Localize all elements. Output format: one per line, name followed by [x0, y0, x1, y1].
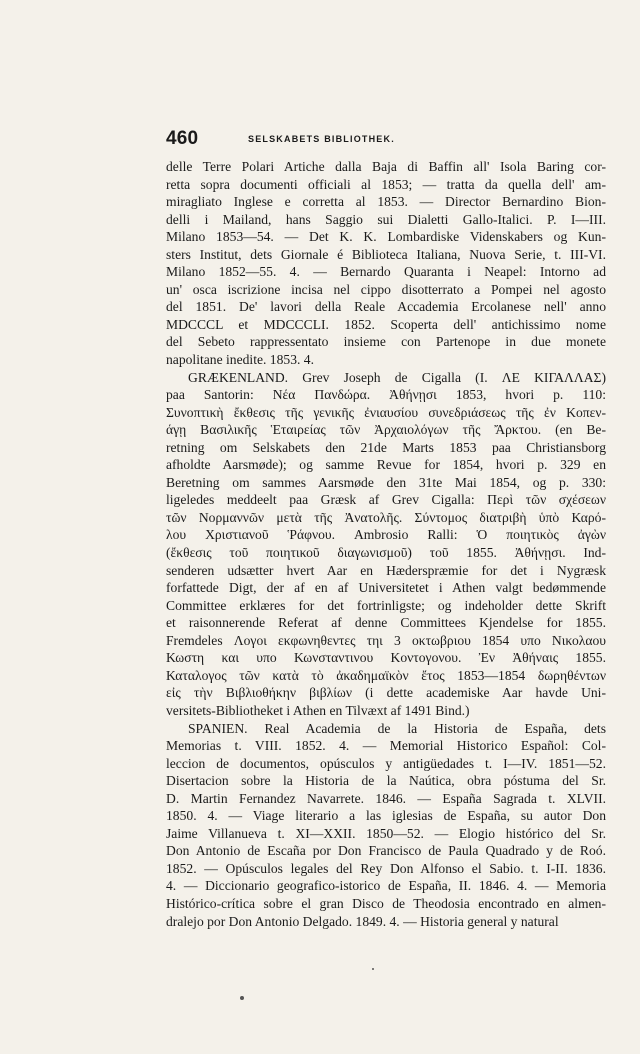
running-head: SELSKABETS BIBLIOTHEK.: [248, 134, 395, 144]
text-line: (ἔκθεσις τοῦ ποιητικοῦ διαγωνισμοῦ) τοῦ 1855. Ἀθήνῃσι. Ind-: [166, 545, 606, 561]
ink-speck: [372, 968, 374, 970]
text-line: del 1851. De' lavori della Reale Accademia Ercolanese nell' anno: [166, 299, 606, 315]
text-line: 1852. — Opúsculos legales del Rey Don Alfonso el Sabio. t. I-II. 1836.: [166, 860, 606, 876]
text-line: εἰς τὴν Βιβλιοθήκην βιβλίων (i dette academiske Aar havde Uni-: [166, 685, 606, 701]
text-line: leccion de documentos, opúsculos y antigüedades t. I—IV. 1851—52.: [166, 755, 606, 771]
page-number: 460: [166, 128, 199, 149]
text-line: Milano 1853—54. — Det K. K. Lombardiske Videnskabers og Kun-: [166, 229, 606, 245]
text-line: et raisonnerende Referat af denne Committees Kjendelse for 1855.: [166, 615, 606, 631]
text-line: versitets-Bibliotheket i Athen en Tilvæxt af 1491 Bind.): [166, 702, 470, 718]
text-line: retta sopra documenti officiali al 1853; — tratta da quella dell' am-: [166, 176, 606, 192]
text-line: Κωστη και υπο Κωνσταντινου Κοντογονου. Ἐν Ἀθήναις 1855.: [166, 650, 606, 666]
text-line: Jaime Villanueva t. XI—XXII. 1850—52. — Elogio histórico del Sr.: [166, 825, 606, 841]
text-line: dralejo por Don Antonio Delgado. 1849. 4. — Historia general y natural: [166, 913, 559, 929]
text-line: Committee erklæres for det fortrinligste; og indeholder dette Skrift: [166, 597, 606, 613]
text-line: retning om Selskabets den 21de Marts 1853 paa Christiansborg: [166, 439, 606, 455]
text-line: Don Antonio de Escaña por Don Francisco de Paula Quadrado y de Roó.: [166, 843, 606, 859]
text-line: sters Institut, dets Giornale é Biblioteca Italiana, Nuova Serie, t. III-VI.: [166, 246, 606, 262]
text-line: λου Χριστιανοῦ Ῥάφνου. Ambrosio Ralli: Ὁ ποιητικὸς ἀγὼν: [166, 527, 606, 543]
text-line: miragliato Inglese e corretta al 1853. — Director Bernardino Bion-: [166, 194, 606, 210]
text-line: άγῃ Βασιλικῆς Ἑταιρείας τῶν Ἀρχαιολόγων τῆς Ἄρκτου. (en Be-: [166, 422, 606, 438]
text-line: Milano 1852—55. 4. — Bernardo Quaranta i Neapel: Intorno ad: [166, 264, 606, 280]
text-line: delli i Mailand, hans Saggio sui Dialetti Gallo-Italici. P. I—III.: [166, 211, 606, 227]
text-line: afholdte Aarsmøde); og samme Revue for 1854, hvori p. 329 en: [166, 457, 606, 473]
text-line: Συνοπτικὴ ἔκθεσις τῆς γενικῆς ἐνιαυσίου συνεδριάσεως τῆς ἐν Κοπεν-: [166, 404, 606, 420]
text-line: 1850. 4. — Viage literario a las iglesias de España, su autor Don: [166, 808, 606, 824]
text-line: 4. — Diccionario geografico-istorico de España, II. 1846. 4. — Memoria: [166, 878, 606, 894]
ink-speck: [240, 996, 244, 1000]
text-line: Beretning om sammes Aarsmøde den 31te Mai 1854, og p. 330:: [166, 474, 606, 490]
page-header: [166, 128, 466, 152]
text-line: Fremdeles Λογοι εκφωνηθεντες τηι 3 οκτωβριου 1854 υπο Νικολαου: [166, 632, 606, 648]
text-line: senderen udsætter hvert Aar en Hæderspræmie for det i Nygræsk: [166, 562, 606, 578]
text-line: napolitane inedite. 1853. 4.: [166, 352, 314, 368]
text-line: MDCCCL et MDCCCLI. 1852. Scoperta dell' antichissimo nome: [166, 316, 606, 332]
text-line: τῶν Νορμαννῶν μετὰ τῆς Ἀνατολῆς. Σύντομος διατριβὴ ὑπὸ Καρό-: [166, 509, 606, 525]
text-line: Histórico-crítica sobre el gran Disco de Theodosia encontrado en almen-: [166, 895, 606, 911]
text-line: delle Terre Polari Artiche dalla Baja di Baffin all' Isola Baring cor-: [166, 159, 606, 174]
text-line: paa Santorin: Νέα Πανδώρα. Ἀθήνῃσι 1853, hvori p. 110:: [166, 387, 606, 403]
text-line: D. Martin Fernandez Navarrete. 1846. — España Sagrada t. XLVII.: [166, 790, 606, 806]
text-line: Καταλογος τῶν κατὰ τὸ ἀκαδημαϊκὸν ἔτος 1853—1854 δωρηθέντων: [166, 667, 606, 683]
text-line: Memorias t. VIII. 1852. 4. — Memorial Historico Español: Col-: [166, 738, 606, 754]
body-text: [166, 158, 606, 930]
text-line: un' osca iscrizione incisa nel cippo disotterrato a Pompei nel agosto: [166, 281, 606, 297]
text-line: forfattede Digt, der af en af Universitetet i Athen valgt bedømmende: [166, 580, 606, 596]
text-line: ligeledes meddeelt paa Græsk af Grev Cigalla: Περὶ τῶν σχέσεων: [166, 492, 606, 508]
text-line: Disertacion sobre la Historia de la Naútica, obra póstuma del Sr.: [166, 773, 606, 789]
section-heading-line: SPANIEN. Real Academia de la Historia de España, dets: [188, 720, 606, 736]
section-heading-line: GRÆKENLAND. Grev Joseph de Cigalla (I. ΛΕ ΚΙΓΑΛΛΑΣ): [188, 369, 606, 385]
text-line: del Sebeto rappressentato insieme con Partenope in due monete: [166, 334, 606, 350]
